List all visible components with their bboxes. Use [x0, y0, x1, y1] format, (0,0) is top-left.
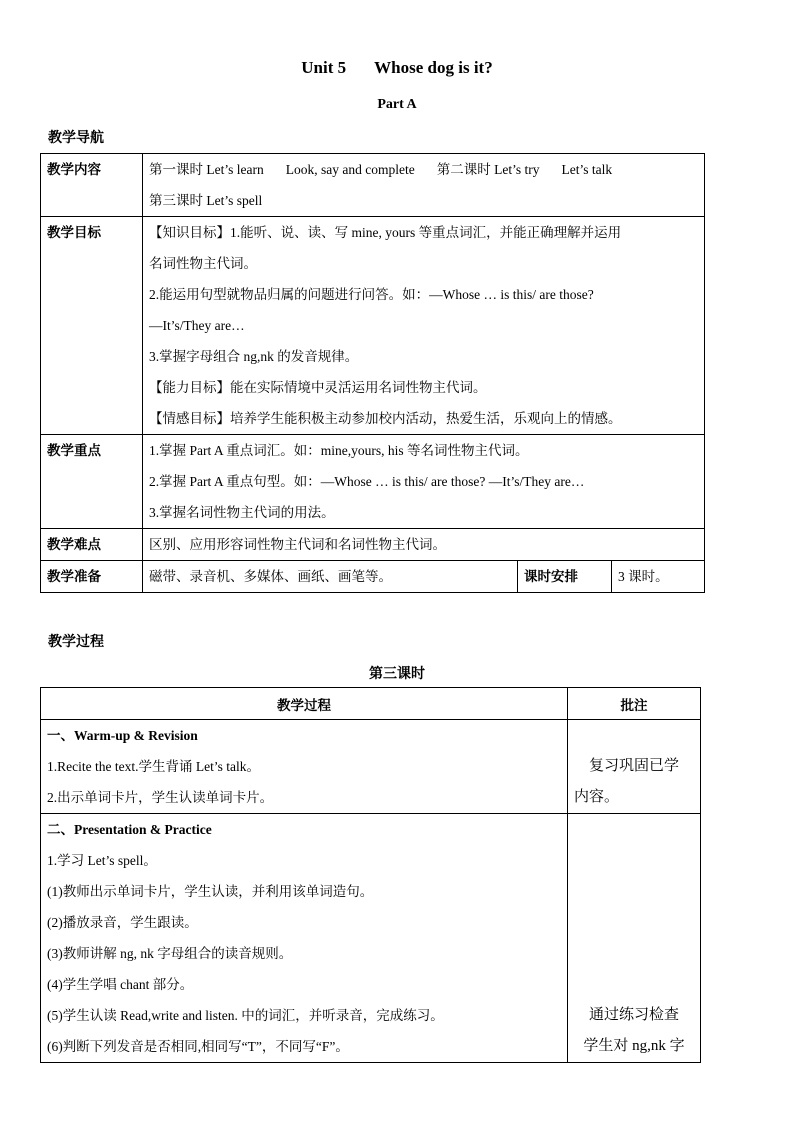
process-line: 1.学习 Let’s spell。	[47, 853, 157, 868]
process-line: (2)播放录音，学生跟读。	[47, 915, 198, 930]
objective-line: 3.掌握字母组合 ng,nk 的发音规律。	[149, 349, 359, 364]
section-heading: 二、Presentation & Practice	[47, 822, 212, 837]
part-label: Part A	[377, 97, 417, 112]
process-section-label: 教学过程	[48, 635, 104, 650]
section-heading: 一、Warm-up & Revision	[47, 728, 198, 743]
objective-line: 【情感目标】培养学生能积极主动参加校内活动，热爱生活，乐观向上的情感。	[149, 411, 622, 426]
process-line: (6)判断下列发音是否相同,相同写“T”，不同写“F”。	[47, 1039, 349, 1054]
difficulties-head: 教学难点	[41, 529, 143, 561]
objectives-cell	[143, 217, 705, 435]
key-point-line: 2.掌握 Part A 重点句型。如：—Whose … is this/ are those? —It’s/They are…	[149, 474, 585, 489]
content-item-4: Let’s talk	[561, 162, 613, 177]
process-line: (3)教师讲解 ng, nk 字母组合的读音规则。	[47, 946, 293, 961]
process-line: (5)学生认读 Read,write and listen. 中的词汇，并听录音，完成练习。	[47, 1008, 444, 1023]
process-section-cell	[41, 814, 568, 1063]
guide-section-label: 教学导航	[48, 131, 104, 146]
difficulties-cell: 区别、应用形容词性物主代词和名词性物主代词。	[143, 529, 705, 561]
note-line: 通过练习检查	[588, 1007, 679, 1023]
key-point-line: 1.掌握 Part A 重点词汇。如：mine,yours, his 等名词性物主代词。	[149, 443, 529, 458]
process-section-row	[41, 720, 701, 814]
note-line: 复习巩固已学	[588, 758, 679, 774]
content-line-2: 第三课时 Let’s spell	[149, 193, 263, 208]
unit-title: Whose dog is it?	[374, 58, 493, 77]
objective-line: —It’s/They are…	[149, 318, 245, 333]
content-item-1: 第一课时 Let’s learn	[149, 162, 264, 177]
guide-table	[40, 153, 705, 593]
objective-line: 名词性物主代词。	[149, 256, 257, 271]
process-line: 1.Recite the text.学生背诵 Let’s talk。	[47, 759, 260, 774]
process-line: 2.出示单词卡片，学生认读单词卡片。	[47, 790, 274, 805]
notes-cell	[568, 814, 701, 1063]
objectives-row	[41, 217, 705, 435]
notes-col-header: 批注	[568, 688, 701, 720]
process-col-header: 教学过程	[41, 688, 568, 720]
note-line: 学生对 ng,nk 字	[583, 1038, 685, 1054]
preparation-head: 教学准备	[41, 561, 143, 593]
preparation-row	[41, 561, 705, 593]
content-cell	[143, 154, 705, 217]
process-line: (4)学生学唱 chant 部分。	[47, 977, 194, 992]
note-line: 内容。	[574, 789, 620, 805]
process-section-row	[41, 814, 701, 1063]
process-header-row	[41, 688, 701, 720]
content-item-2: Look, say and complete	[285, 162, 415, 177]
difficulties-row	[41, 529, 705, 561]
objective-line: 【知识目标】1.能听、说、读、写 mine, yours 等重点词汇，并能正确理解并运用	[149, 225, 622, 240]
content-head: 教学内容	[41, 154, 143, 217]
lesson-label: 第三课时	[369, 667, 425, 682]
objective-line: 【能力目标】能在实际情境中灵活运用名词性物主代词。	[149, 380, 487, 395]
key-point-line: 3.掌握名词性物主代词的用法。	[149, 505, 335, 520]
process-table	[40, 687, 701, 1063]
schedule-value: 3 课时。	[612, 561, 705, 593]
key-points-cell	[143, 435, 705, 529]
document-title	[0, 58, 794, 78]
key-points-head: 教学重点	[41, 435, 143, 529]
unit-label: Unit 5	[301, 58, 347, 77]
objectives-head: 教学目标	[41, 217, 143, 435]
schedule-head: 课时安排	[518, 561, 612, 593]
content-item-3: 第二课时 Let’s try	[436, 162, 540, 177]
objective-line: 2.能运用句型就物品归属的问题进行问答。如：—Whose … is this/ are those?	[149, 287, 594, 302]
content-line-1	[149, 154, 698, 185]
process-section-cell	[41, 720, 568, 814]
key-points-row	[41, 435, 705, 529]
preparation-cell: 磁带、录音机、多媒体、画纸、画笔等。	[143, 561, 518, 593]
notes-cell	[568, 720, 701, 814]
process-line: (1)教师出示单词卡片，学生认读，并利用该单词造句。	[47, 884, 374, 899]
content-row	[41, 154, 705, 217]
